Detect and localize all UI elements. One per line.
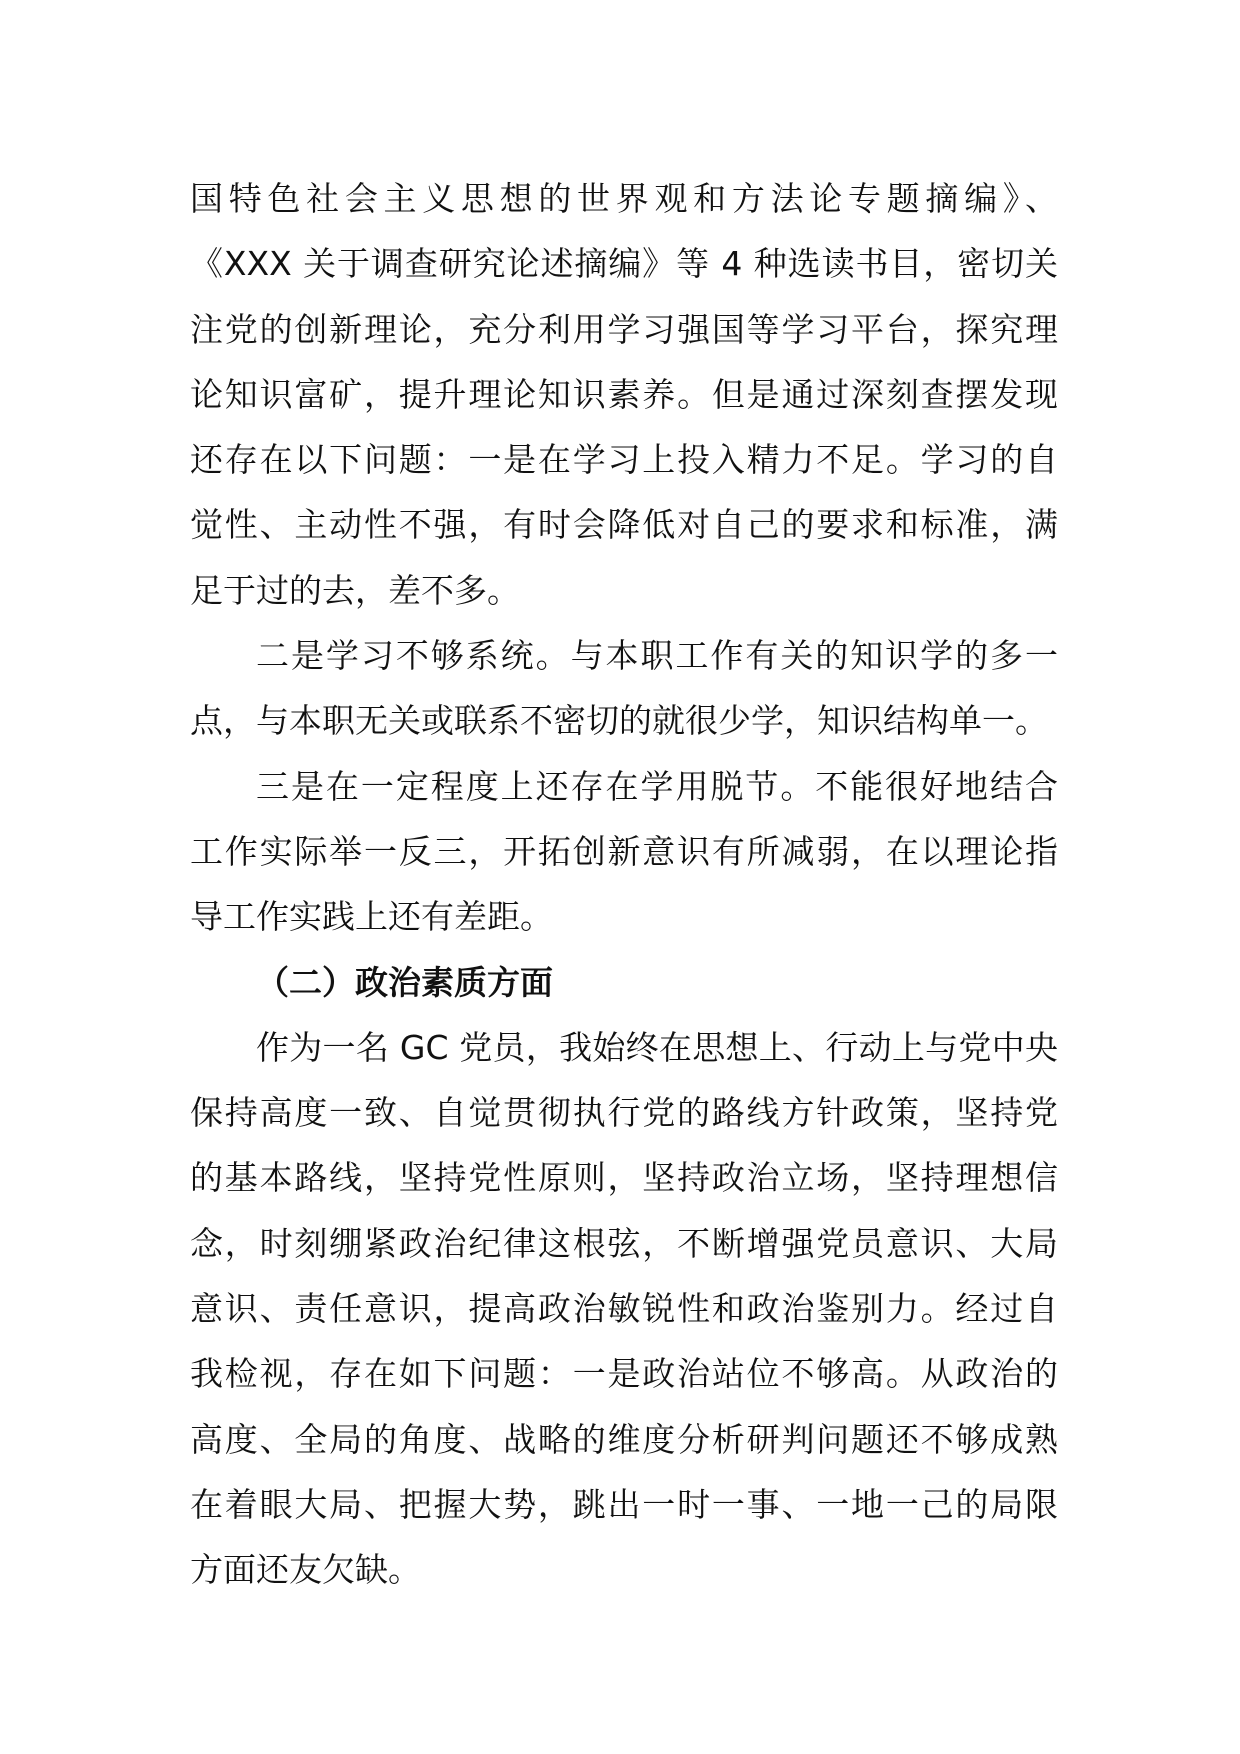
text-line: 方面还友欠缺。 <box>190 1550 421 1590</box>
text-line: 论知识富矿，提升理论知识素养。但是通过深刻查摆发现 <box>190 374 1058 414</box>
text-line: 保持高度一致、自觉贯彻执行党的路线方针政策，坚持党 <box>190 1093 1058 1133</box>
text-line: 三是在一定程度上还存在学用脱节。不能很好地结合 <box>256 766 1058 806</box>
text-line: 国特色社会主义思想的世界观和方法论专题摘编》、 <box>190 179 1058 218</box>
text-line: 的基本路线，坚持党性原则，坚持政治立场，坚持理想信 <box>190 1158 1058 1198</box>
text-line: 在着眼大局、把握大势，跳出一时一事、一地一己的局限 <box>190 1484 1058 1524</box>
text-line: 《XXX 关于调查研究论述摘编》等 4 种选读书目，密切关 <box>190 244 1058 284</box>
paragraph-theory-practice-gap <box>190 754 1058 950</box>
text-line: 导工作实践上还有差距。 <box>190 897 553 937</box>
text-line: 还存在以下问题：一是在学习上投入精力不足。学习的自 <box>190 440 1058 480</box>
text-line: 二是学习不够系统。与本职工作有关的知识学的多一 <box>256 636 1058 676</box>
paragraph-theory-study <box>190 166 1058 623</box>
text-line: 觉性、主动性不强，有时会降低对自己的要求和标准，满 <box>190 505 1058 545</box>
text-line: 足于过的去，差不多。 <box>190 570 520 610</box>
paragraph-political-quality <box>190 1015 1058 1603</box>
text-line: 意识、责任意识，提高政治敏锐性和政治鉴别力。经过自 <box>190 1289 1058 1329</box>
text-line: 念，时刻绷紧政治纪律这根弦，不断增强党员意识、大局 <box>190 1223 1058 1263</box>
text-line: 高度、全局的角度、战略的维度分析研判问题还不够成熟 <box>190 1419 1058 1459</box>
text-line: 工作实际举一反三，开拓创新意识有所减弱，在以理论指 <box>190 831 1058 871</box>
text-line: 作为一名 GC 党员，我始终在思想上、行动上与党中央 <box>256 1027 1058 1067</box>
section-heading: （二）政治素质方面 <box>256 962 553 1002</box>
text-line: 点，与本职无关或联系不密切的就很少学，知识结构单一。 <box>190 701 1048 741</box>
text-line: 注党的创新理论，充分利用学习强国等学习平台，探究理 <box>190 309 1058 349</box>
paragraph-study-not-systematic <box>190 623 1058 754</box>
text-line: 我检视，存在如下问题：一是政治站位不够高。从政治的 <box>190 1354 1058 1394</box>
document-body <box>190 166 1058 1603</box>
